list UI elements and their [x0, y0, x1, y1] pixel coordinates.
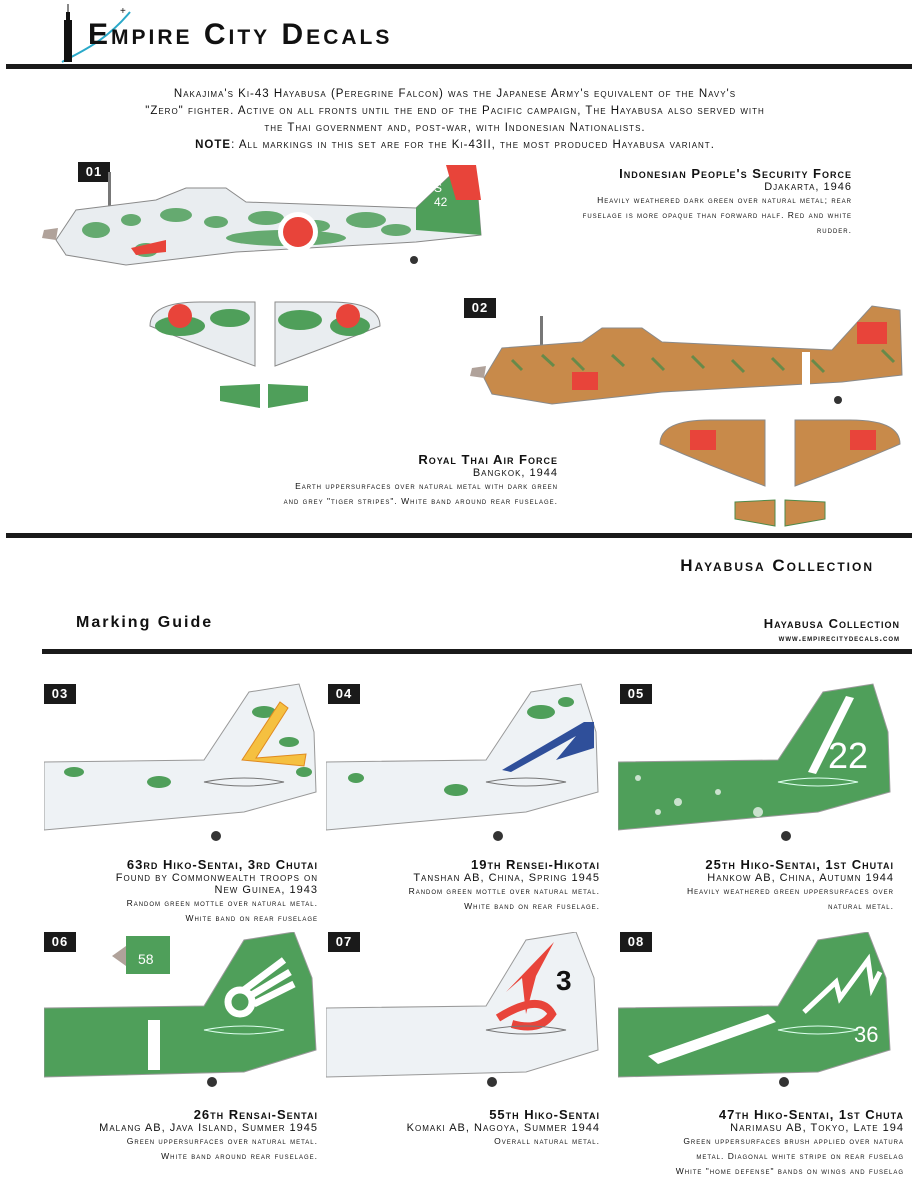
caption-title-03: 63rd Hiko-Sentai, 3rd Chutai [126, 857, 318, 872]
caption-08 [608, 1107, 904, 1179]
profile-number-07: 07 [328, 932, 360, 952]
header-rule [6, 64, 912, 69]
caption-desc-08b: metal. Diagonal white stripe on rear fuselag [696, 1151, 904, 1161]
wing-plan-01 [140, 296, 390, 416]
guide-collection: Hayabusa Collection [763, 616, 900, 631]
wing-plan-02 [650, 414, 910, 534]
caption-desc-05a: Heavily weathered green uppersurfaces over [687, 886, 894, 896]
intro-text [40, 86, 870, 154]
caption-06 [40, 1107, 318, 1164]
profile-number-05: 05 [620, 684, 652, 704]
profile-number-04: 04 [328, 684, 360, 704]
tail-08 [618, 932, 893, 1092]
caption-desc-05b: natural metal. [828, 901, 894, 911]
caption-place-03b: New Guinea, 1943 [214, 884, 318, 896]
tail-04 [326, 682, 601, 842]
intro-line-3: the Thai government and, post-war, with Indonesian Nationalists. [264, 122, 646, 134]
tail-07 [326, 932, 601, 1092]
caption-place-06: Malang AB, Java Island, Summer 1945 [99, 1122, 318, 1134]
caption-place-05: Hankow AB, China, Autumn 1944 [707, 872, 894, 884]
profile-number-08: 08 [620, 932, 652, 952]
tail-number-01: 42 [434, 195, 448, 209]
caption-place-03a: Found by Commonwealth troops on [115, 872, 318, 884]
profile-number-06: 06 [44, 932, 76, 952]
caption-desc-08a: Green uppersurfaces brush applied over natura [683, 1136, 904, 1146]
caption-title-02: Royal Thai Air Force [418, 452, 558, 467]
caption-desc-06a: Green uppersurfaces over natural metal. [126, 1136, 318, 1146]
mid-rule [6, 533, 912, 538]
caption-title-08: 47th Hiko-Sentai, 1st Chuta [718, 1107, 904, 1122]
caption-05 [608, 857, 894, 914]
guide-url: www.empirecitydecals.com [778, 633, 900, 643]
mid-collection-title: Hayabusa Collection [680, 556, 874, 575]
caption-title-05: 25th Hiko-Sentai, 1st Chutai [705, 857, 894, 872]
caption-place-07: Komaki AB, Nagoya, Summer 1944 [406, 1122, 600, 1134]
note-label: NOTE [195, 139, 232, 151]
caption-place-04: Tanshan AB, China, Spring 1945 [413, 872, 600, 884]
profile-number-03: 03 [44, 684, 76, 704]
caption-desc-01b: fuselage is more opaque than forward half. Red and white [582, 210, 852, 220]
tail-code-01: S [434, 181, 443, 195]
caption-02 [160, 452, 558, 509]
svg-text:+: + [120, 6, 126, 17]
caption-desc-02a: Earth uppersurfaces over natural metal with dark green [295, 481, 558, 491]
caption-title-01: Indonesian People's Security Force [619, 166, 852, 181]
tail-06 [44, 932, 319, 1092]
guide-rule [42, 649, 912, 654]
caption-title-07: 55th Hiko-Sentai [489, 1107, 600, 1122]
caption-title-06: 26th Rensai-Sentai [193, 1107, 318, 1122]
caption-desc-08c: White "home defense" bands on wings and fuselag [675, 1166, 904, 1176]
caption-title-04: 19th Rensei-Hikotai [470, 857, 600, 872]
caption-desc-01c: rudder. [816, 225, 852, 235]
caption-desc-02b: and grey "tiger stripes". White band around rear fuselage. [283, 496, 558, 506]
note-text: : All markings in this set are for the Ki-43II, the most produced Hayabusa variant. [231, 139, 715, 151]
intro-line-1: Nakajima's Ki-43 Hayabusa (Peregrine Falcon) was the Japanese Army's equivalent of the Navy's [173, 88, 737, 100]
brand-title: Empire City Decals [88, 18, 393, 51]
tail-05 [618, 682, 893, 842]
caption-desc-07: Overall natural metal. [494, 1136, 600, 1146]
caption-desc-03a: Random green mottle over natural metal. [126, 898, 318, 908]
caption-desc-03b: White band on rear fuselage [185, 913, 318, 923]
intro-line-2: "Zero" fighter. Active on all fronts until the end of the Pacific campaign, The Hayabusa also served with [145, 105, 765, 117]
profile-number-02: 02 [464, 298, 496, 318]
aircraft-profile-01 [36, 160, 486, 270]
profile-number-01: 01 [78, 162, 110, 182]
caption-07 [322, 1107, 600, 1149]
caption-03 [40, 857, 318, 926]
aircraft-profile-02 [462, 300, 910, 410]
caption-place-02: Bangkok, 1944 [472, 467, 558, 479]
guide-title: Marking Guide [76, 614, 214, 631]
tail-number-07: 3 [556, 965, 572, 996]
caption-04 [322, 857, 600, 914]
caption-desc-01a: Heavily weathered dark green over natural metal; rear [597, 195, 852, 205]
caption-desc-06b: White band around rear fuselage. [161, 1151, 318, 1161]
cowl-number-06: 58 [138, 951, 154, 967]
caption-01 [472, 166, 852, 238]
intro-note [40, 137, 870, 154]
caption-desc-04a: Random green mottle over natural metal. [408, 886, 600, 896]
caption-place-01: Djakarta, 1946 [764, 181, 852, 193]
caption-desc-04b: White band on rear fuselage. [464, 901, 600, 911]
tail-number-08: 36 [854, 1022, 879, 1047]
tail-03 [44, 682, 319, 842]
caption-place-08: Narimasu AB, Tokyo, Late 194 [730, 1122, 904, 1134]
tail-number-05: 22 [828, 735, 869, 776]
